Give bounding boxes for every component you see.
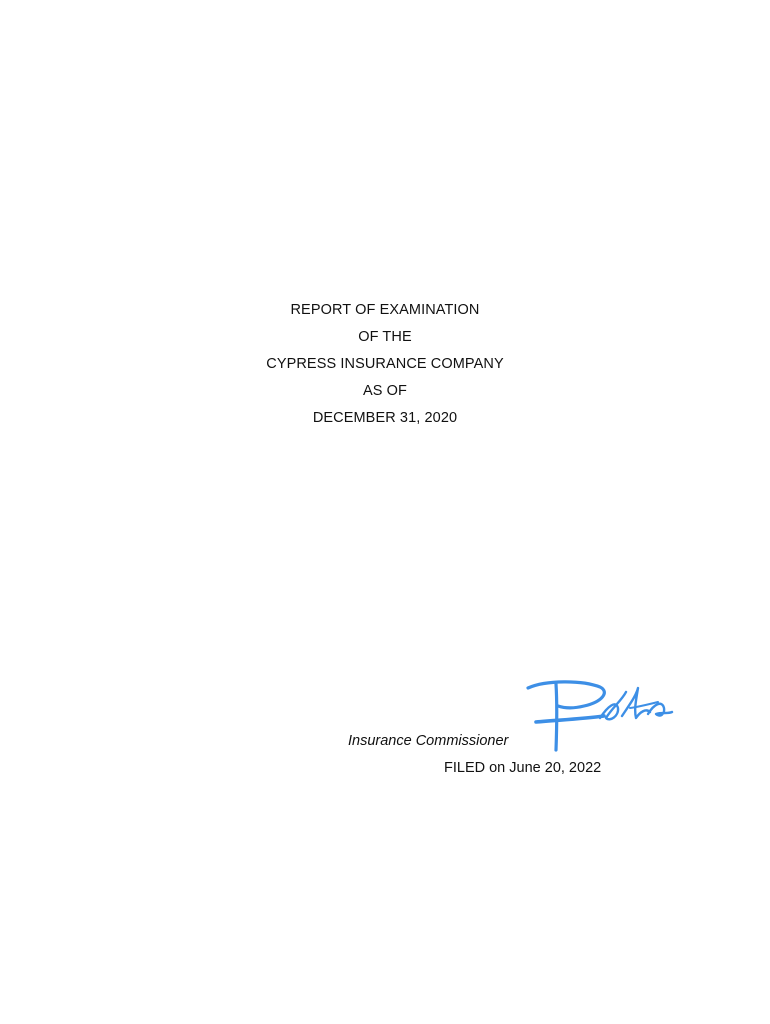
report-title-line-2: OF THE xyxy=(358,329,412,345)
report-title-block xyxy=(0,297,770,432)
report-company-name: CYPRESS INSURANCE COMPANY xyxy=(266,356,504,372)
signer-title: Insurance Commissioner xyxy=(348,733,509,749)
handwritten-signature xyxy=(522,678,682,754)
report-title-line-1: REPORT OF EXAMINATION xyxy=(290,302,480,318)
report-as-of-date: DECEMBER 31, 2020 xyxy=(312,410,458,426)
filed-date: FILED on June 20, 2022 xyxy=(444,760,602,776)
report-title-line-4: AS OF xyxy=(362,383,407,399)
